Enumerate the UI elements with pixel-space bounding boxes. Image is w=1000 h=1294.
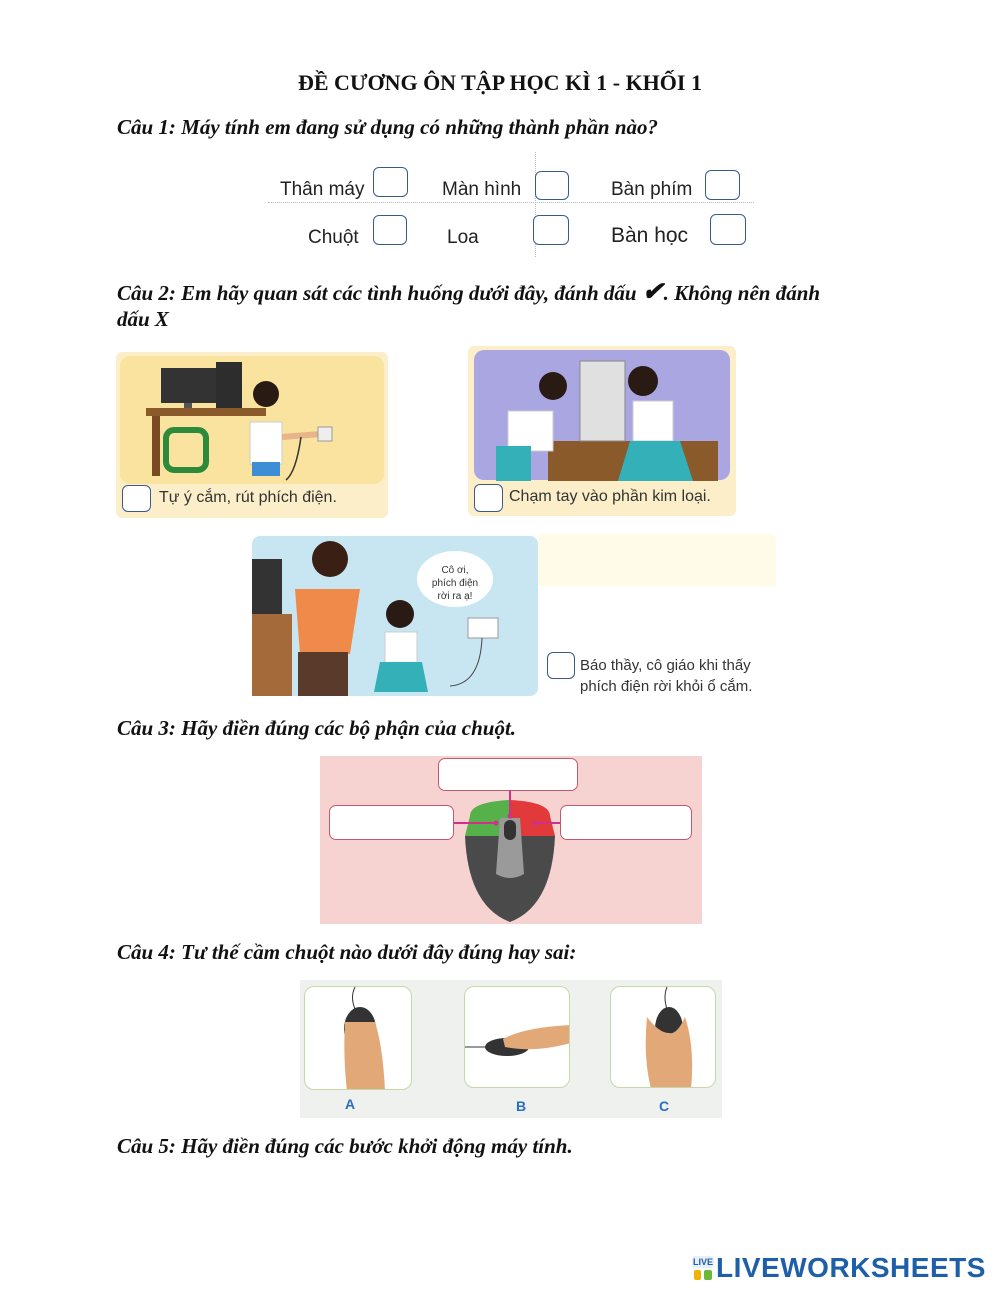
boy-head [253,381,279,407]
socket-icon [468,618,498,638]
checkbox-scene-1[interactable] [122,485,151,512]
hand-mouse-icon [611,987,716,1088]
hand-mouse-icon [305,987,412,1090]
scene-illustration [250,534,540,698]
speech-bubble-text: Cô ơi, phích điện rời ra ạ! [431,565,479,602]
question-3: Câu 3: Hãy điền đúng các bộ phận của chuột. [117,716,517,740]
input-scroll-wheel[interactable] [438,758,578,791]
mouse-parts-figure [320,756,702,924]
liveworksheets-logo-icon: LIVE [692,1256,714,1282]
scene-report-teacher [250,534,776,698]
mouse-grip-figure [300,980,722,1118]
checkbox-loa[interactable] [533,215,569,245]
checkbox-chuot[interactable] [373,215,407,245]
label-c: C [659,1098,670,1114]
girl-head [628,366,658,396]
question-2-text: Câu 2: Em hãy quan sát các tình huống dưới đây, đánh dấu [117,281,642,305]
scene-1-caption: Tự ý cắm, rút phích điện. [159,489,337,506]
question-2-line2: dấu X [117,307,169,331]
option-label: Chuột [308,227,359,248]
input-left-button[interactable] [329,805,454,840]
page-title: ĐỀ CƯƠNG ÔN TẬP HỌC KÌ 1 - KHỐI 1 [298,70,702,95]
question-2-text: . Không nên đánh [663,281,821,305]
girl-head [386,600,414,628]
hand-mouse-icon [465,987,570,1088]
question-2 [117,277,917,307]
checkbox-ban-hoc[interactable] [710,214,746,245]
question-5: Câu 5: Hãy điền đúng các bước khởi động máy tính. [117,1134,573,1158]
footer-brand: LIVEWORKSHEETS [716,1252,986,1283]
label-a: A [345,1096,356,1112]
scroll-wheel-icon [504,820,516,840]
checkbox-ban-phim[interactable] [705,170,740,200]
monitor-icon [252,559,282,614]
checkbox-man-hinh[interactable] [535,171,569,200]
scene-touch-metal [468,346,736,516]
grip-card-c[interactable] [610,986,716,1088]
grip-card-b[interactable] [464,986,570,1088]
scene-plug-unplug [116,352,388,518]
option-label: Thân máy [280,179,365,200]
question-1: Câu 1: Máy tính em đang sử dụng có những thành phần nào? [117,115,658,139]
scene-2-caption: Chạm tay vào phần kim loại. [509,488,711,505]
question-4: Câu 4: Tư thế cầm chuột nào dưới đây đúng hay sai: [117,940,577,964]
label-b: B [516,1098,527,1114]
scene-3-caption: Báo thầy, cô giáo khi thấy phích điện rời khỏi ổ cắm. [580,657,753,695]
cpu-tower-icon [580,361,625,441]
socket-icon [318,427,332,441]
monitor-icon [161,368,216,403]
input-right-button[interactable] [560,805,692,840]
check-icon: ✔ [641,277,664,306]
teacher-head [312,541,348,577]
option-label: Bàn phím [611,179,693,200]
boy-head [539,372,567,400]
chair-icon [166,430,206,470]
option-label: Loa [447,227,479,248]
grip-card-a[interactable] [304,986,412,1090]
checkbox-than-may[interactable] [373,167,408,197]
cpu-tower-icon [216,362,242,412]
checkbox-scene-3[interactable] [547,652,575,679]
grid-line [268,202,754,203]
option-label: Bàn học [611,224,689,247]
option-label: Màn hình [442,179,522,200]
checkbox-scene-2[interactable] [474,484,503,512]
